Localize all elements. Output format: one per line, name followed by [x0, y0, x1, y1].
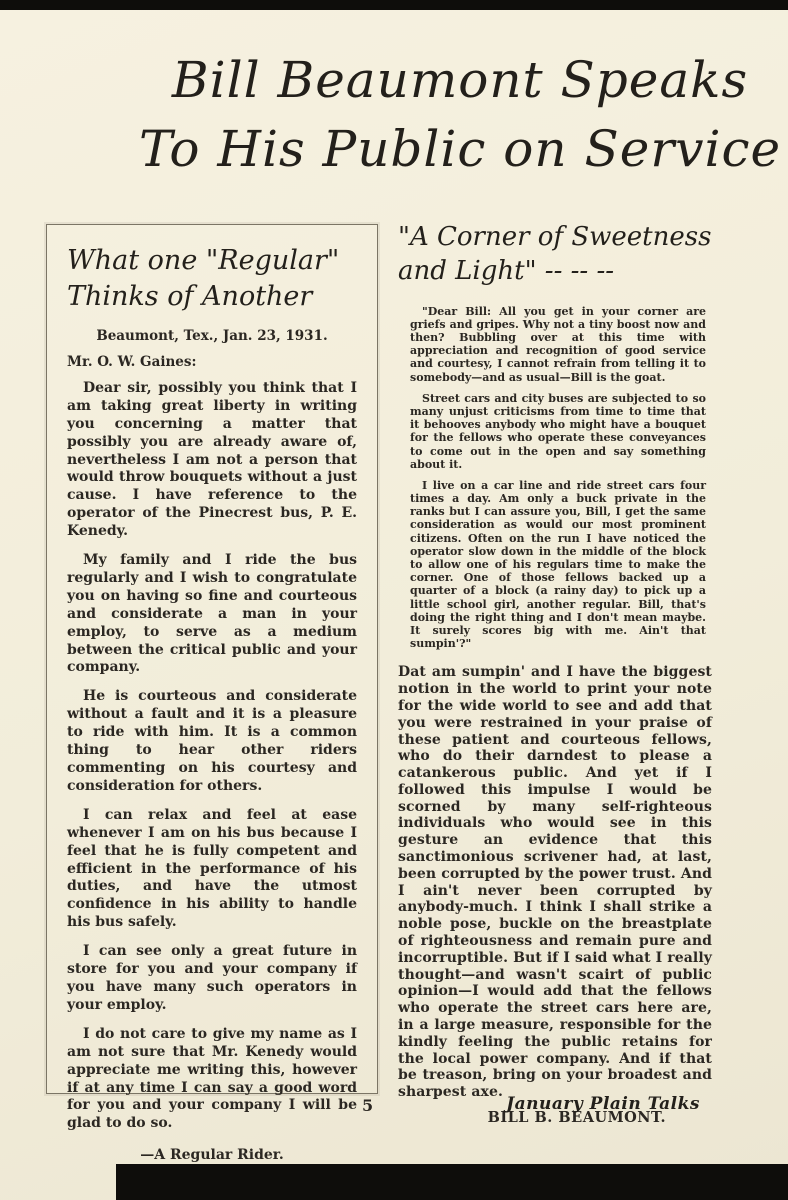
letter-paragraph: I can relax and feel at ease whenever I am on his bus because I feel that he is fully competent and efficient in the performance of his duties, and have the utmost confidence in his ability to handle his bus safely.: [67, 806, 357, 931]
page-title: [130, 46, 788, 184]
reader-letter-article: [46, 224, 378, 1164]
letter-paragraph: Dear sir, possibly you think that I am taking great liberty in writing you concerning a matter that possibly you are already aware of, nevertheless I am not a person that would throw bouquets without a just cause. I have reference to the operator of the Pinecrest bus, P. E. Kenedy.: [67, 379, 357, 540]
letter-paragraph: He is courteous and considerate without a fault and it is a pleasure to ride with him. It is a common thing to hear other riders commenting on his courtesy and consideration for others.: [67, 688, 357, 794]
corner-column-heading-line1: "A Corner of Sweetness: [398, 222, 712, 252]
letter-signature: —A Regular Rider.: [140, 1147, 284, 1164]
editor-byline: BILL B. BEAUMONT.: [487, 1109, 666, 1127]
letter-paragraph: My family and I ride the bus regularly and I wish to congratulate you on having so fine and courteous and considerate a man in your employ, to serve as a medium between the critical public and your company.: [67, 552, 357, 676]
letter-salutation: Mr. O. W. Gaines:: [67, 353, 197, 370]
quoted-reader-note: [398, 305, 712, 651]
corner-column-article: [398, 220, 712, 1126]
editor-response-paragraph: Dat am sumpin' and I have the biggest notion in the world to print your note for the wide world to see and add that you were restrained in your praise of these patient and courteous fellows, who do their darndest to please a catankerous public. And yet if I followed this impulse I would be scorned by many self-righteous individuals who would see in this gesture an evidence that this sanctimonious scrivener had, at last, been corrupted by the power trust. And I ain't never been corrupted by anybody-much. I think I shall strike a noble pose, buckle on the breastplate of righteousness and remain pure and incorruptible. But if I said what I really thought—and wasn't scairt of public opinion—I would add that the fellows who operate the street cars here are, in a large measure, responsible for the kindly feeling the public retains for the local power company. And if that be treason, bring on your broadest and sharpest axe.: [398, 664, 712, 1101]
publication-footer-title: January Plain Talks: [506, 1094, 700, 1114]
page-title-line2: To His Public on Service: [138, 120, 782, 178]
page-title-line1: Bill Beaumont Speaks: [171, 51, 749, 109]
corner-column-heading-line2: and Light" -- -- --: [398, 256, 615, 287]
editor-response: [398, 664, 712, 1126]
quoted-note-paragraph: I live on a car line and ride street cars four times a day. Am only a buck private in the ranks but I can assure you, Bill, I get the same consideration as would our most prominent citizens. Often on the run I have noticed the operator slow down in the middle of the block to allow one of his regulars time to make the corner. One of those fellows backed up a quarter of a block (a rainy day) to pick up a little school girl, another regular. Bill, that's doing the right thing and I don't mean maybe. It surely scores big with me. Ain't that sumpin'?": [410, 478, 706, 651]
reader-letter-heading-line2: Thinks of Another: [67, 281, 313, 313]
page-number: 5: [362, 1096, 374, 1115]
scan-edge-top: [0, 0, 788, 10]
quoted-note-paragraph: "Dear Bill: All you get in your corner are griefs and gripes. Why not a tiny boost now and then? Bubbling over at this time with appreciation and recognition of good service and courtesy, I cannot refrain from telling it to somebody—and as usual—Bill is the goat.: [410, 304, 706, 384]
scan-edge-bottom: [116, 1164, 788, 1200]
letter-paragraph: I can see only a great future in store for you and your company if you have many such operators in your employ.: [67, 943, 357, 1013]
letter-dateline: Beaumont, Tex., Jan. 23, 1931.: [96, 327, 328, 344]
reader-letter-heading: [67, 243, 357, 316]
letter-paragraph: I do not care to give my name as I am not sure that Mr. Kenedy would appreciate me writing this, however if at any time I can say a good word for you and your company I will be glad to do so.: [67, 1025, 357, 1132]
quoted-note-paragraph: Street cars and city buses are subjected to so many unjust criticisms from time to time that it behooves anybody who might have a bouquet for the fellows who operate these conveyances to come out in the open and say something about it.: [410, 391, 706, 471]
corner-column-heading: [398, 220, 712, 289]
reader-letter-heading-line1: What one "Regular": [67, 245, 340, 276]
